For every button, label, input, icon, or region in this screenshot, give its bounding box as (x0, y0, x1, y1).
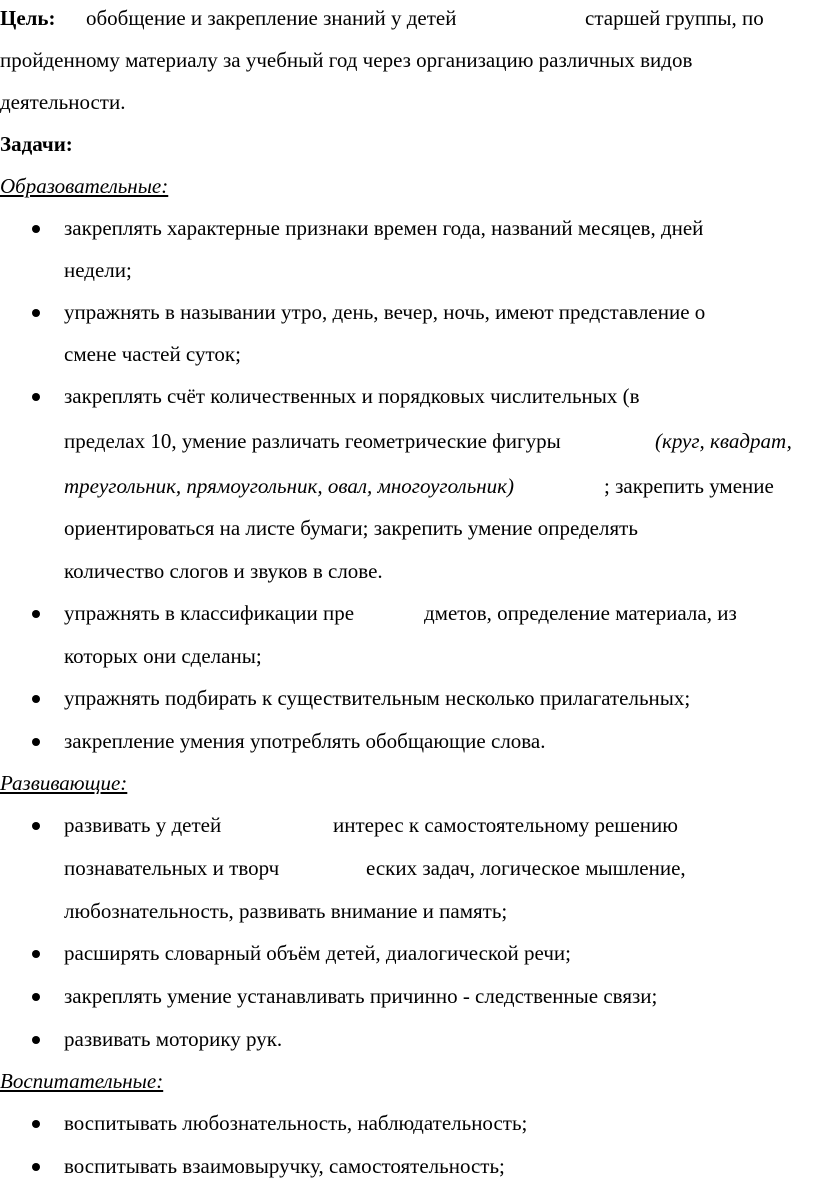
developmental-item-1-line-1b: интерес к самостоятельному решению (333, 813, 678, 837)
bullet-icon (32, 950, 40, 958)
educational-item-4-line-2: которых они сделаны; (64, 644, 262, 668)
educational-item-4-line-1a: упражнять в классификации пре (64, 601, 355, 625)
upbringing-item-1: воспитывать любознательность, наблюдательность; (64, 1111, 528, 1135)
bullet-icon (32, 610, 40, 618)
educational-item-2-line-2: смене частей суток; (64, 342, 241, 366)
bullet-icon (32, 1036, 40, 1044)
educational-item-3-line-3b: ; закрепить умение (604, 474, 774, 498)
bullet-icon (32, 309, 40, 317)
bullet-icon (32, 695, 40, 703)
goal-text-line-1a: обобщение и закрепление знаний у детей (86, 6, 457, 30)
educational-heading: Образовательные: (0, 174, 169, 198)
educational-item-3-line-5: количество слогов и звуков в слове. (64, 559, 383, 583)
goal-text-line-3: деятельности. (0, 90, 126, 114)
educational-item-3-line-1: закреплять счёт количественных и порядковых числительных (в (64, 384, 640, 408)
educational-item-3-line-4: ориентироваться на листе бумаги; закрепить умение определять (64, 516, 638, 540)
goal-text-line-1b: старшей группы, по (585, 6, 764, 30)
upbringing-item-2: воспитывать взаимовыручку, самостоятельность; (64, 1154, 505, 1178)
developmental-item-1-line-1a: развивать у детей (64, 813, 222, 837)
educational-item-6: закрепление умения употреблять обобщающие слова. (64, 729, 546, 753)
developmental-item-3: закреплять умение устанавливать причинно - следственные связи; (64, 984, 658, 1008)
developmental-item-1-line-2a: познавательных и творч (64, 856, 280, 880)
developmental-item-2: расширять словарный объём детей, диалогической речи; (64, 941, 571, 965)
tasks-heading: Задачи: (0, 132, 73, 156)
educational-item-2-line-1: упражнять в назывании утро, день, вечер, ночь, имеют представление о (64, 300, 706, 324)
goal-label: Цель: (0, 6, 56, 30)
bullet-icon (32, 393, 40, 401)
bullet-icon (32, 1120, 40, 1128)
educational-item-5: упражнять подбирать к существительным несколько прилагательных; (64, 686, 691, 710)
bullet-icon (32, 738, 40, 746)
educational-item-1-line-2: недели; (64, 258, 132, 282)
developmental-item-1-line-3: любознательность, развивать внимание и память; (64, 899, 508, 923)
educational-item-1-line-1: закреплять характерные признаки времен года, названий месяцев, дней (64, 216, 704, 240)
bullet-icon (32, 993, 40, 1001)
educational-item-3-line-2b: (круг, квадрат, (655, 429, 792, 453)
goal-text-line-2: пройденному материалу за учебный год через организацию различных видов (0, 48, 693, 72)
bullet-icon (32, 822, 40, 830)
educational-item-4-line-1b: дметов, определение материала, из (424, 601, 737, 625)
developmental-item-4: развивать моторику рук. (64, 1027, 283, 1051)
bullet-icon (32, 225, 40, 233)
educational-item-3-line-3a: треугольник, прямоугольник, овал, многоугольник) (64, 474, 515, 498)
developmental-heading: Развивающие: (0, 771, 128, 795)
upbringing-heading: Воспитательные: (0, 1069, 164, 1093)
bullet-icon (32, 1163, 40, 1171)
educational-item-3-line-2a: пределах 10, умение различать геометрические фигуры (64, 429, 561, 453)
developmental-item-1-line-2b: еских задач, логическое мышление, (366, 856, 686, 880)
